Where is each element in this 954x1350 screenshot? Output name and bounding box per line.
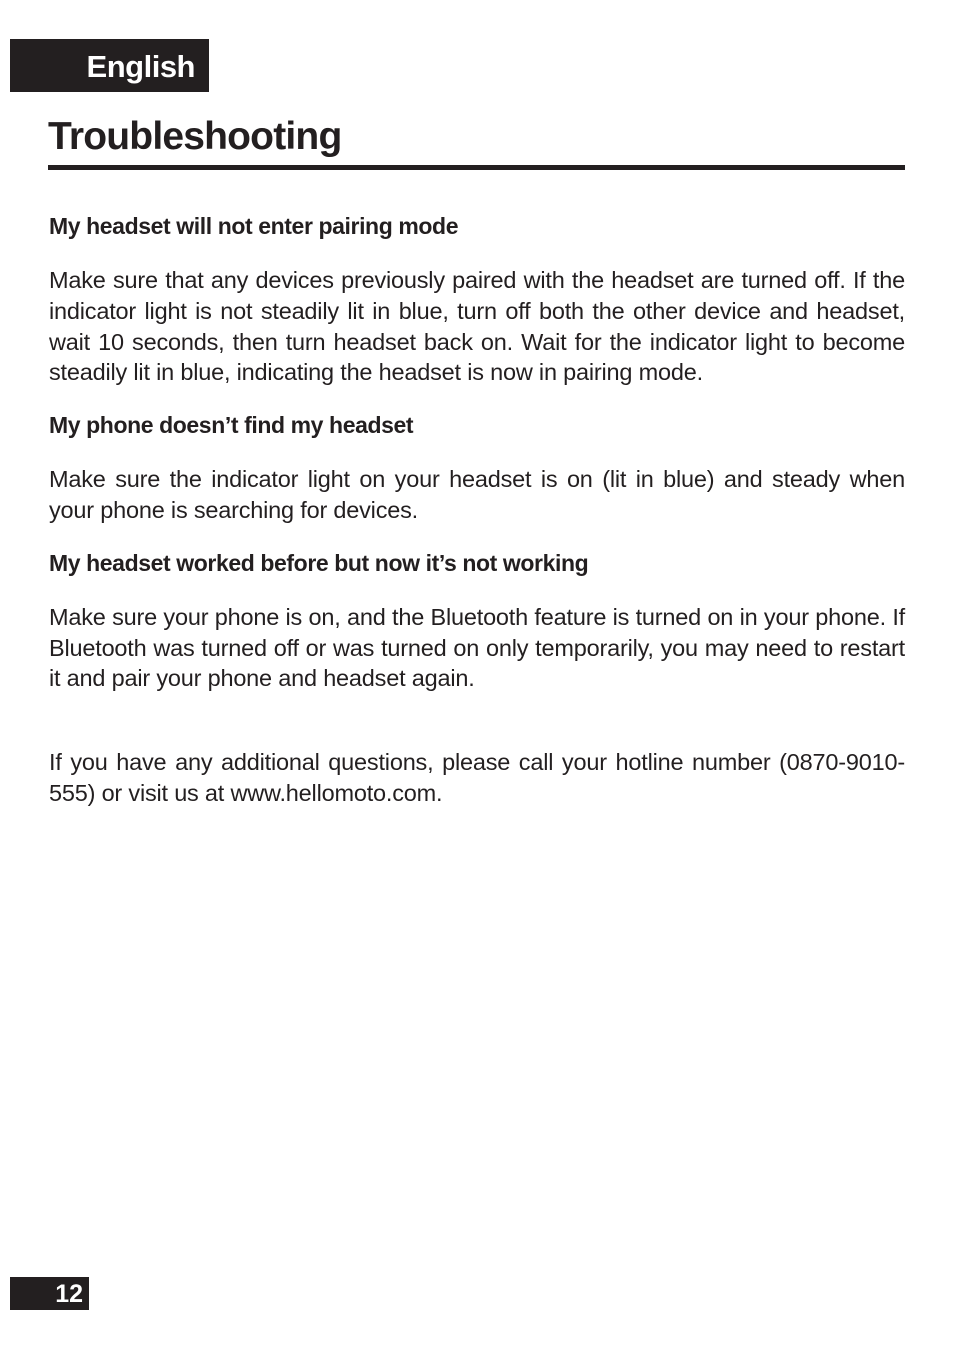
contact-note: If you have any additional questions, please call your hotline number (0870-9010-555) or visit us at www.hellomoto.com. [49, 749, 905, 806]
title-divider [48, 165, 905, 170]
page-number: 12 [10, 1277, 89, 1310]
section-question-phone-not-finding: My phone doesn’t find my headset [49, 412, 414, 439]
page-title: Troubleshooting [48, 115, 342, 158]
section-question-pairing-mode: My headset will not enter pairing mode [49, 213, 459, 239]
troubleshooting-content [49, 207, 905, 809]
section-question-not-working: My headset worked before but now it’s not working [49, 549, 589, 576]
section-answer-pairing-mode: Make sure that any devices previously paired with the headset are turned off. If the indicator light is not steadily lit in blue, turn off both the other device and headset, wait 10 seconds, then turn headset back on. Wait for the indicator light to become steadily lit in blue, indicating the headset is now in pairing mode. [49, 267, 905, 386]
language-tab: English [10, 39, 209, 92]
section-answer-phone-not-finding: Make sure the indicator light on your headset is on (lit in blue) and steady when your phone is searching for devices. [49, 466, 905, 523]
section-answer-not-working: Make sure your phone is on, and the Bluetooth feature is turned on in your phone. If Bluetooth was turned off or was turned on only temporarily, you may need to restart it and pair your phone and headset again. [49, 603, 905, 692]
